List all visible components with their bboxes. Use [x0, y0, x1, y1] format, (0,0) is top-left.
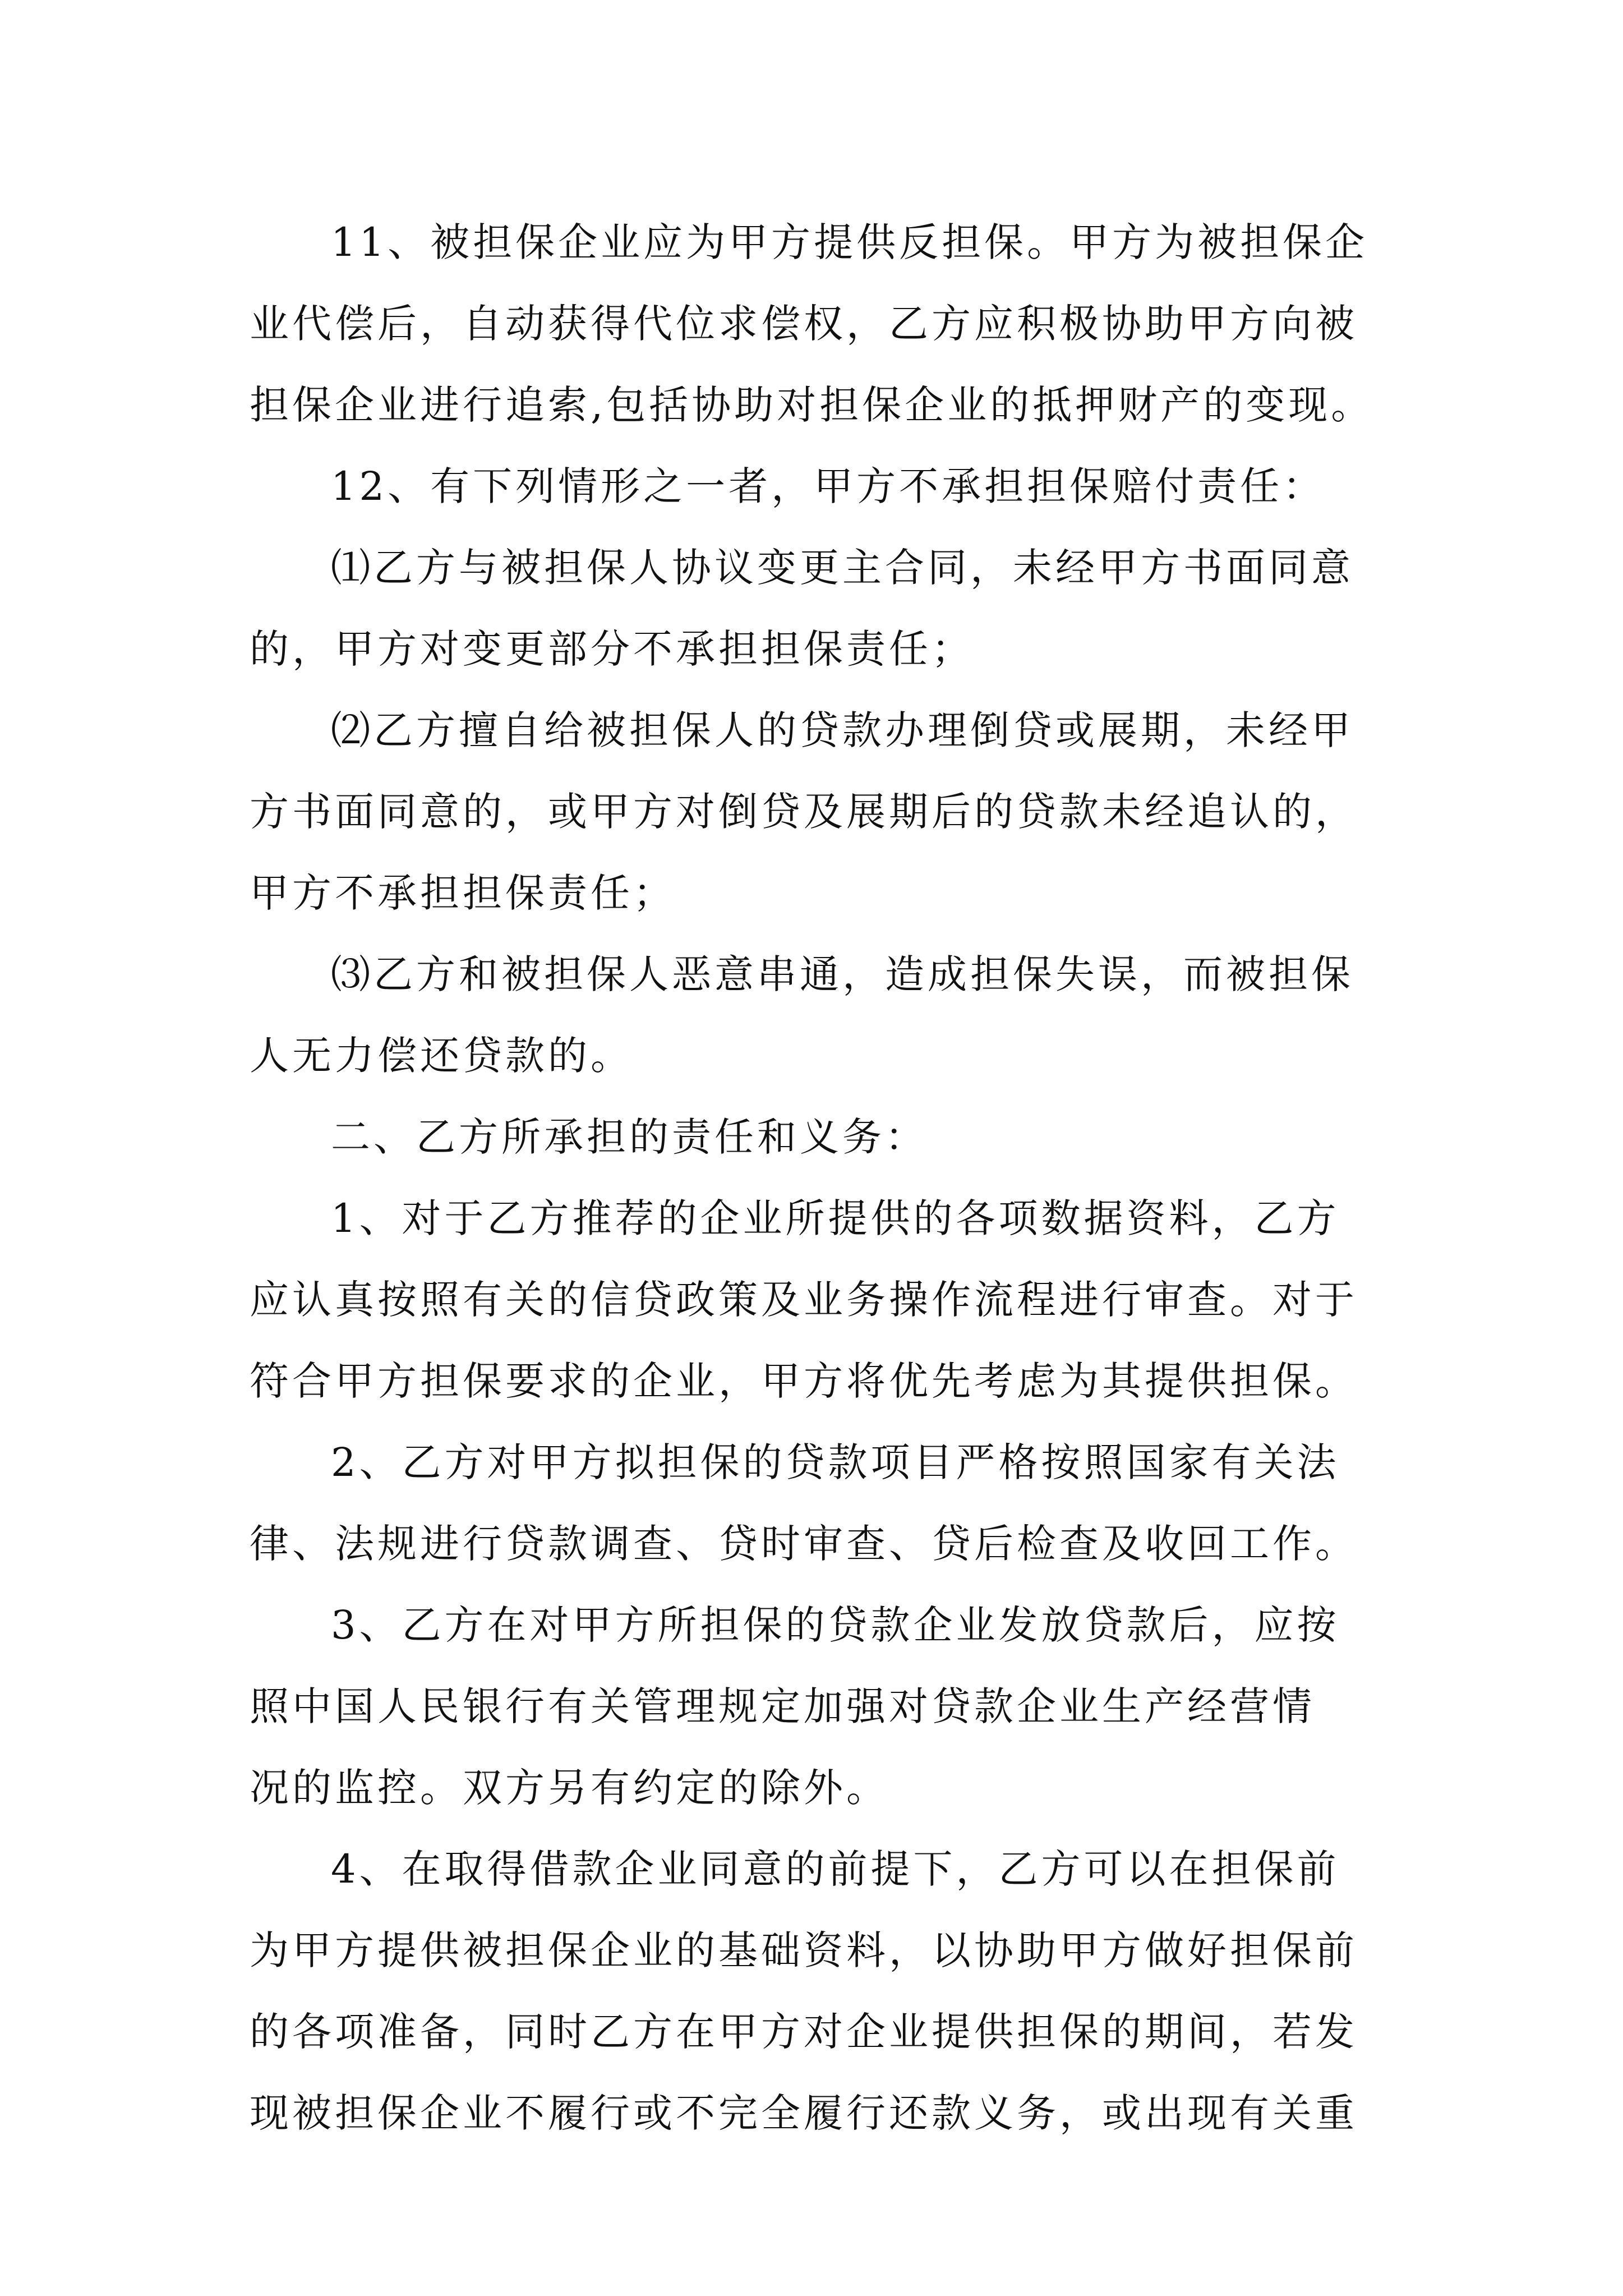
- text-line: ⑴乙方与被担保人协议变更主合同，未经甲方书面同意: [331, 545, 1354, 591]
- text-line: 为甲方提供被担保企业的基础资料，以协助甲方做好担保前: [250, 1927, 1358, 1973]
- text-line: 的各项准备，同时乙方在甲方对企业提供担保的期间，若发: [250, 2009, 1358, 2055]
- text-line: 3、乙方在对甲方所担保的贷款企业发放贷款后，应按: [331, 1602, 1340, 1648]
- text-line: 方书面同意的，或甲方对倒贷及展期后的贷款未经追认的，: [250, 789, 1358, 835]
- text-line: 现被担保企业不履行或不完全履行还款义务，或出现有关重: [250, 2090, 1358, 2136]
- text-line: 符合甲方担保要求的企业，甲方将优先考虑为其提供担保。: [250, 1358, 1358, 1404]
- text-line: 应认真按照有关的信贷政策及业务操作流程进行审查。对于: [250, 1277, 1358, 1323]
- text-line: 业代偿后，自动获得代位求偿权，乙方应积极协助甲方向被: [250, 301, 1358, 347]
- text-line: 2、乙方对甲方拟担保的贷款项目严格按照国家有关法: [331, 1439, 1340, 1485]
- text-line: 甲方不承担担保责任；: [250, 870, 676, 916]
- text-line: 11、被担保企业应为甲方提供反担保。甲方为被担保企: [331, 219, 1368, 265]
- text-line: 人无力偿还贷款的。: [250, 1033, 633, 1079]
- text-line: 况的监控。双方另有约定的除外。: [250, 1765, 889, 1811]
- text-line: 4、在取得借款企业同意的前提下，乙方可以在担保前: [331, 1846, 1340, 1892]
- text-line: 12、有下列情形之一者，甲方不承担担保赔付责任：: [331, 463, 1326, 509]
- text-line: 1、对于乙方推荐的企业所提供的各项数据资料，乙方: [331, 1195, 1340, 1241]
- text-line: 担保企业进行追索,包括协助对担保企业的抵押财产的变现。: [250, 382, 1374, 428]
- text-line: 的，甲方对变更部分不承担担保责任；: [250, 626, 974, 672]
- text-line: ⑶乙方和被担保人恶意串通，造成担保失误，而被担保: [331, 951, 1354, 997]
- text-line: ⑵乙方擅自给被担保人的贷款办理倒贷或展期，未经甲: [331, 707, 1354, 753]
- text-line: 照中国人民银行有关管理规定加强对贷款企业生产经营情: [250, 1683, 1315, 1729]
- document-body: [250, 202, 1427, 2154]
- text-line: 律、法规进行贷款调查、贷时审查、贷后检查及收回工作。: [250, 1521, 1358, 1567]
- section-heading: 二、乙方所承担的责任和义务：: [331, 1114, 928, 1160]
